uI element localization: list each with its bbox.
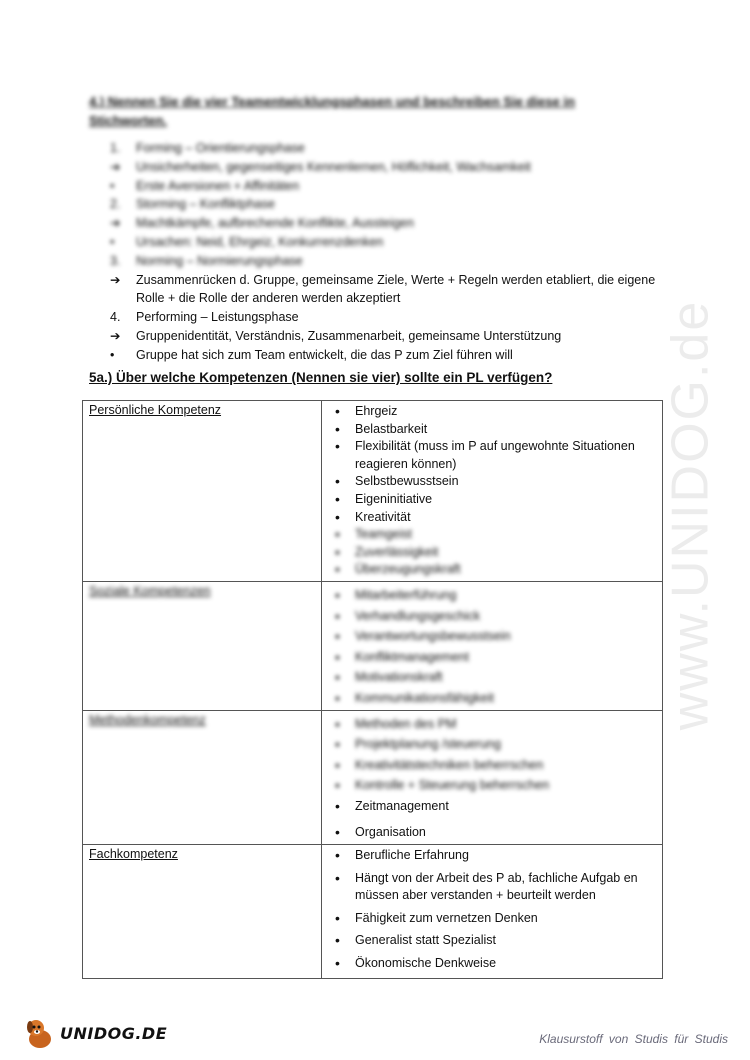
list-item: • Kommunikationsfähigkeit: [355, 690, 656, 708]
list-item: • Erste Aversionen + Affinitäten: [110, 178, 300, 193]
question-5a-title: 5a.) Über welche Kompetenzen (Nennen sie vier) sollte ein PL verfügen?: [89, 370, 553, 385]
table-row: [83, 845, 663, 979]
list-item: • Überzeugungskraft: [355, 561, 656, 579]
competence-table: [82, 400, 663, 979]
list-item: 3. Norming – Normierungsphase: [110, 253, 303, 268]
list-item: • Ehrgeiz: [355, 403, 656, 421]
row-head-personal: Persönliche Kompetenz: [83, 401, 322, 582]
list-item: ➔ Zusammenrücken d. Gruppe, gemeinsame Ziele, Werte + Regeln werden etabliert, die eigene Rolle + die Rolle der anderen werden akzeptiert: [110, 272, 656, 306]
row-head-social: Soziale Kompetenzen: [83, 581, 322, 710]
row-items: [322, 710, 663, 845]
list-item: • Konfliktmanagement: [355, 649, 656, 667]
list-item: • Verantwortungsbewusstsein: [355, 628, 656, 646]
list-item: • Verhandlungsgeschick: [355, 608, 656, 626]
list-item: • Eigeninitiative: [355, 491, 656, 509]
row-head-method: Methodenkompetenz: [83, 710, 322, 845]
list-item: • Organisation: [355, 824, 656, 842]
list-item: • Ökonomische Denkweise: [355, 955, 656, 973]
list-item: ➔ Machtkämpfe, aufbrechende Konflikte, Aussteigen: [110, 216, 414, 231]
unidog-logo: [22, 1015, 167, 1051]
list-item: • Fähigkeit zum vernetzen Denken: [355, 910, 656, 928]
list-item: 2. Storming – Konfliktphase: [110, 197, 275, 212]
list-item: • Flexibilität (muss im P auf ungewohnte Situationen reagieren können): [355, 438, 656, 473]
list-item: 4. Performing – Leistungsphase: [110, 310, 299, 325]
table-row: [83, 710, 663, 845]
list-item: • Methoden des PM: [355, 716, 656, 734]
list-item: • Ursachen: Neid, Ehrgeiz, Konkurrenzdenken: [110, 234, 384, 249]
logo-text: UNIDOG.DE: [60, 1023, 168, 1043]
list-item: • Teamgeist: [355, 526, 656, 544]
list-item: • Belastbarkeit: [355, 421, 656, 439]
list-item: • Hängt von der Arbeit des P ab, fachliche Aufgab en müssen aber verstanden + beurteilt werden: [355, 870, 656, 905]
question-4-title: 4.) Nennen Sie die vier Teamentwicklungsphasen und beschreiben Sie diese in Stichworten.: [89, 94, 575, 128]
list-item: • Mitarbeiterführung: [355, 587, 656, 605]
list-item: • Zeitmanagement: [355, 798, 656, 816]
list-item: • Zuverlässigkeit: [355, 544, 656, 562]
row-head-expert: Fachkompetenz: [83, 845, 322, 979]
list-item: • Kreativität: [355, 509, 656, 527]
list-item: • Motivationskraft: [355, 669, 656, 687]
row-items: [322, 581, 663, 710]
dog-icon: [22, 1015, 58, 1051]
list-item: 1. Forming – Orientierungsphase: [110, 141, 305, 155]
list-item: • Projektplanung /steuerung: [355, 736, 656, 754]
list-item: • Selbstbewusstsein: [355, 473, 656, 491]
row-items: [322, 845, 663, 979]
footer-text: Klausurstoff von Studis für Studis: [539, 1032, 728, 1046]
table-row: [83, 581, 663, 710]
table-row: [83, 401, 663, 582]
row-items: [322, 401, 663, 582]
list-item: • Kontrolle + Steuerung beherrschen: [355, 777, 656, 795]
team-phases-list: [110, 139, 670, 365]
list-item: • Generalist statt Spezialist: [355, 932, 656, 950]
list-item: ➔ Gruppenidentität, Verständnis, Zusammenarbeit, gemeinsame Unterstützung: [110, 328, 562, 343]
list-item: • Kreativitätstechniken beherrschen: [355, 757, 656, 775]
watermark: www.UNIDOG.de: [661, 299, 719, 731]
list-item: ➔ Unsicherheiten, gegenseitiges Kennenlernen, Höflichkeit, Wachsamkeit: [110, 159, 531, 174]
list-item: • Berufliche Erfahrung: [355, 847, 656, 865]
list-item: • Gruppe hat sich zum Team entwickelt, die das P zum Ziel führen will: [110, 347, 513, 362]
